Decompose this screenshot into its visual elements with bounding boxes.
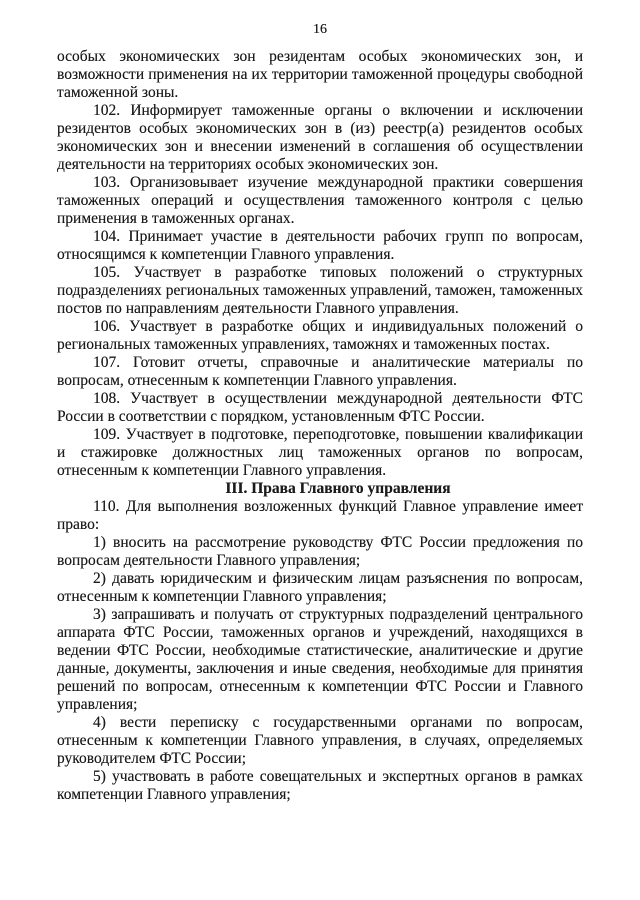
page-number: 16 (313, 22, 327, 37)
document-body (57, 48, 583, 804)
paragraph-110: 110. Для выполнения возложенных функций Главное управление имеет право: (57, 498, 583, 533)
paragraph-102: 102. Информирует таможенные органы о включении и исключении резидентов особых экономических зон в (из) реестр(а) резидентов особых экономических зон и внесении изменений в соглашения об осуществлении деятельности на территориях особых экономических зон. (57, 102, 583, 173)
list-item-4: 4) вести переписку с государственными органами по вопросам, отнесенным к компетенции Главного управления, в случаях, определяемых руководителем ФТС России; (57, 714, 583, 767)
paragraph-104: 104. Принимает участие в деятельности рабочих групп по вопросам, относящимся к компетенции Главного управления. (57, 228, 583, 263)
section-heading: III. Права Главного управления (225, 480, 451, 497)
list-item-5: 5) участвовать в работе совещательных и экспертных органов в рамках компетенции Главного управления; (57, 768, 583, 803)
list-item-3: 3) запрашивать и получать от структурных подразделений центрального аппарата ФТС России, таможенных органов и учреждений, находящихся в ведении ФТС России, необходимые статистические, аналитические и другие данные, документы, заключения и иные сведения, необходимые для принятия решений по вопросам, отнесенным к компетенции ФТС России и Главного управления; (57, 606, 583, 713)
list-item-1: 1) вносить на рассмотрение руководству ФТС России предложения по вопросам деятельности Главного управления; (57, 534, 583, 569)
list-item-2: 2) давать юридическим и физическим лицам разъяснения по вопросам, отнесенным к компетенции Главного управления; (57, 570, 583, 605)
paragraph-105: 105. Участвует в разработке типовых положений о структурных подразделениях региональных таможенных управлений, таможен, таможенных постов по направлениям деятельности Главного управления. (57, 264, 583, 317)
paragraph-continuation: особых экономических зон резидентам особых экономических зон, и возможности применения на их территории таможенной процедуры свободной таможенной зоны. (57, 48, 583, 101)
paragraph-103: 103. Организовывает изучение международной практики совершения таможенных операций и осуществления таможенного контроля с целью применения в таможенных органах. (57, 174, 583, 227)
paragraph-108: 108. Участвует в осуществлении международной деятельности ФТС России в соответствии с порядком, установленным ФТС России. (57, 390, 583, 425)
paragraph-106: 106. Участвует в разработке общих и индивидуальных положений о региональных таможенных управлениях, таможнях и таможенных постах. (57, 318, 583, 353)
paragraph-109: 109. Участвует в подготовке, переподготовке, повышении квалификации и стажировке должностных лиц таможенных органов по вопросам, отнесенным к компетенции Главного управления. (57, 426, 583, 479)
paragraph-107: 107. Готовит отчеты, справочные и аналитические материалы по вопросам, отнесенным к компетенции Главного управления. (57, 354, 583, 389)
